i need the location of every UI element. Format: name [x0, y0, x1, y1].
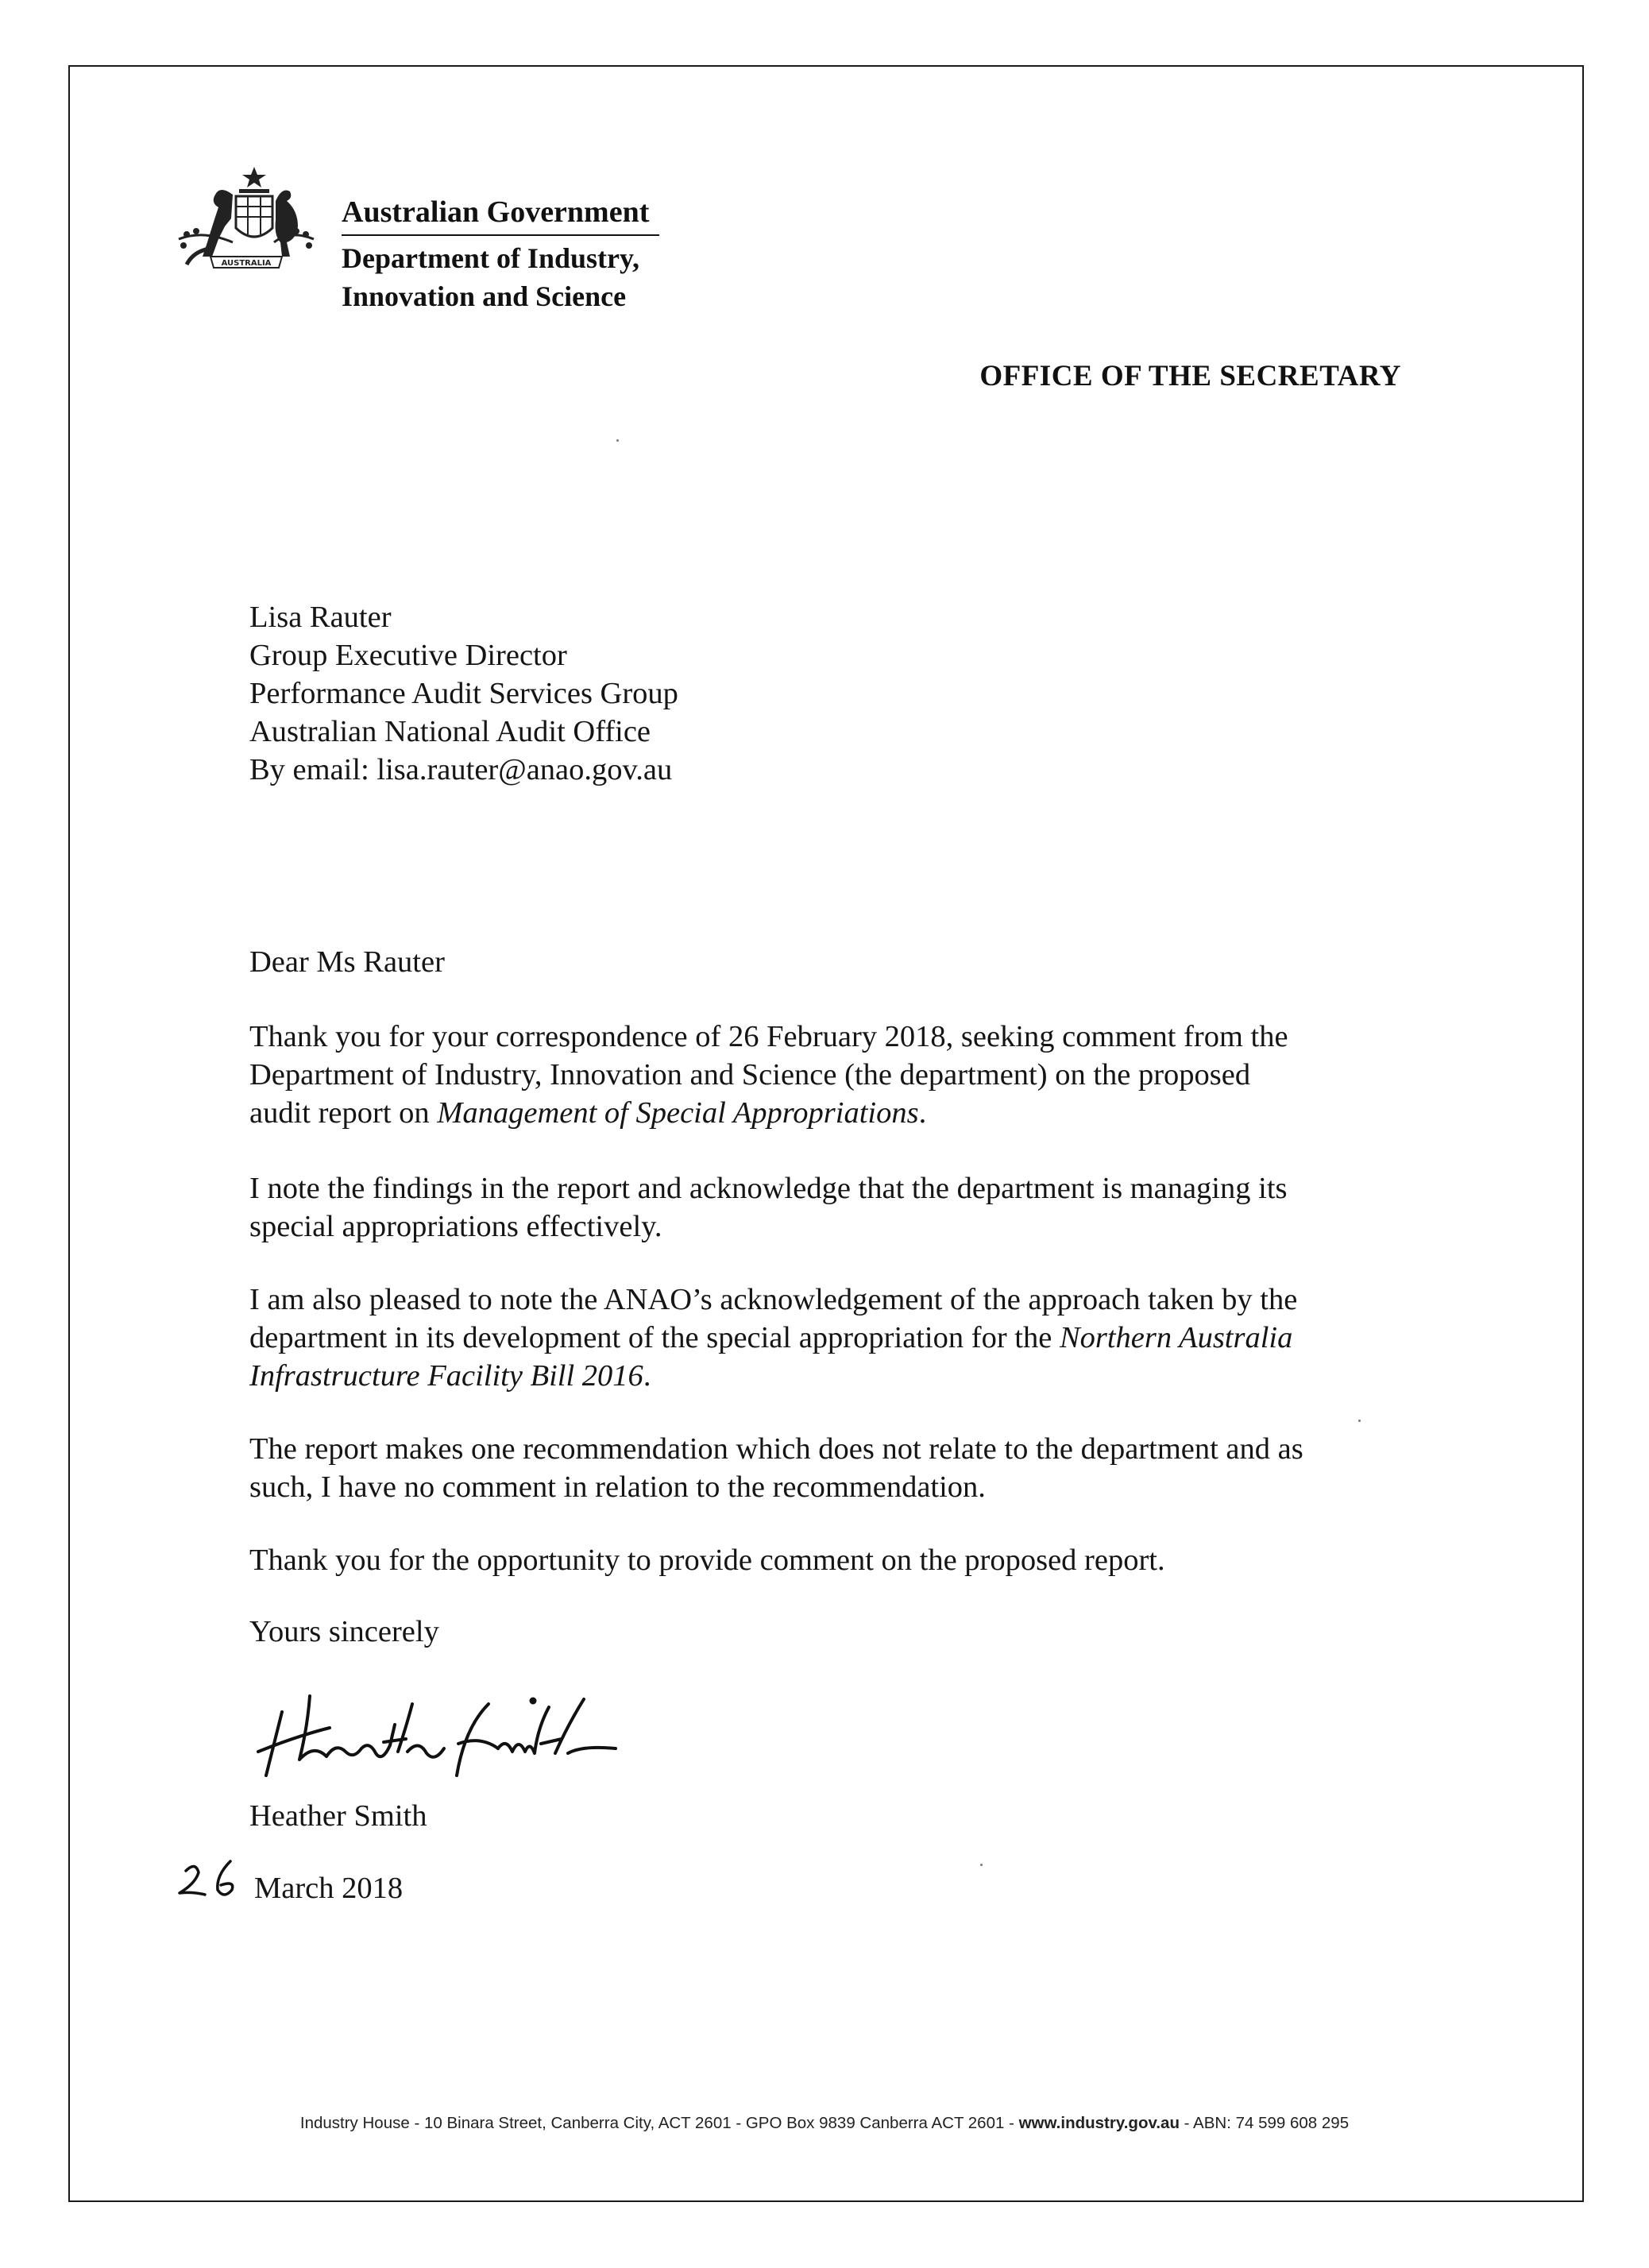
text-run: .	[643, 1359, 651, 1393]
government-name: Australian Government	[342, 195, 659, 236]
recipient-title: Group Executive Director	[249, 639, 567, 672]
footer-website[interactable]: www.industry.gov.au	[1018, 2114, 1180, 2132]
footer-address	[0, 2114, 1649, 2133]
paragraph-line: Department of Industry, Innovation and Science (the department) on the proposed	[249, 1058, 1251, 1091]
closing: Yours sincerely	[249, 1615, 439, 1648]
paragraph-line: I am also pleased to note the ANAO’s acknowledgement of the approach taken by the	[249, 1283, 1298, 1316]
letterhead	[342, 195, 659, 315]
text-run: .	[918, 1096, 927, 1130]
signature	[250, 1680, 624, 1783]
paragraph-1	[249, 1018, 1457, 1132]
paragraph-2	[249, 1169, 1457, 1246]
date-month-year: March 2018	[254, 1872, 404, 1905]
scan-speck	[1358, 1420, 1361, 1422]
handwritten-day	[168, 1855, 256, 1903]
salutation: Dear Ms Rauter	[249, 945, 445, 979]
recipient-organisation: Australian National Audit Office	[249, 715, 651, 748]
recipient-group: Performance Audit Services Group	[249, 677, 678, 710]
signatory-name: Heather Smith	[249, 1799, 427, 1833]
department-line-2: Innovation and Science	[342, 280, 627, 312]
report-title: Management of Special Appropriations	[437, 1096, 919, 1130]
paragraph-line: Thank you for your correspondence of 26 February 2018, seeking comment from the	[249, 1020, 1288, 1053]
bill-name: Northern Australia	[1059, 1321, 1293, 1354]
recipient-address	[249, 598, 678, 789]
crest-banner-text: AUSTRALIA	[221, 259, 272, 268]
scan-speck	[616, 439, 619, 442]
office-heading: OFFICE OF THE SECRETARY	[979, 360, 1401, 392]
paragraph-line	[249, 1094, 1457, 1132]
recipient-email: By email: lisa.rauter@anao.gov.au	[249, 753, 673, 786]
department-line-1: Department of Industry,	[342, 242, 639, 274]
text-run: department in its development of the special appropriation for the	[249, 1321, 1060, 1354]
paragraph-line: The report makes one recommendation which does not relate to the department and as	[249, 1432, 1303, 1466]
paragraph-line: Thank you for the opportunity to provide comment on the proposed report.	[249, 1544, 1165, 1577]
paragraph-5	[249, 1541, 1457, 1579]
paragraph-line: such, I have no comment in relation to the recommendation.	[249, 1470, 986, 1504]
bill-name: Infrastructure Facility Bill 2016	[249, 1359, 643, 1393]
footer-abn: - ABN: 74 599 608 295	[1179, 2114, 1350, 2132]
coat-of-arms-logo	[163, 163, 330, 294]
paragraph-line	[249, 1357, 1457, 1395]
scan-speck	[980, 1864, 983, 1866]
paragraph-line: special appropriations effectively.	[249, 1210, 662, 1243]
footer-address-text: Industry House - 10 Binara Street, Canberra City, ACT 2601 - GPO Box 9839 Canberra ACT 2601 -	[299, 2114, 1019, 2132]
paragraph-line: I note the findings in the report and acknowledge that the department is managing its	[249, 1172, 1288, 1205]
department-name	[342, 239, 659, 315]
paragraph-line	[249, 1319, 1457, 1357]
text-run: audit report on	[249, 1096, 438, 1130]
paragraph-3	[249, 1281, 1457, 1395]
recipient-name: Lisa Rauter	[249, 601, 392, 634]
paragraph-4	[249, 1430, 1457, 1506]
